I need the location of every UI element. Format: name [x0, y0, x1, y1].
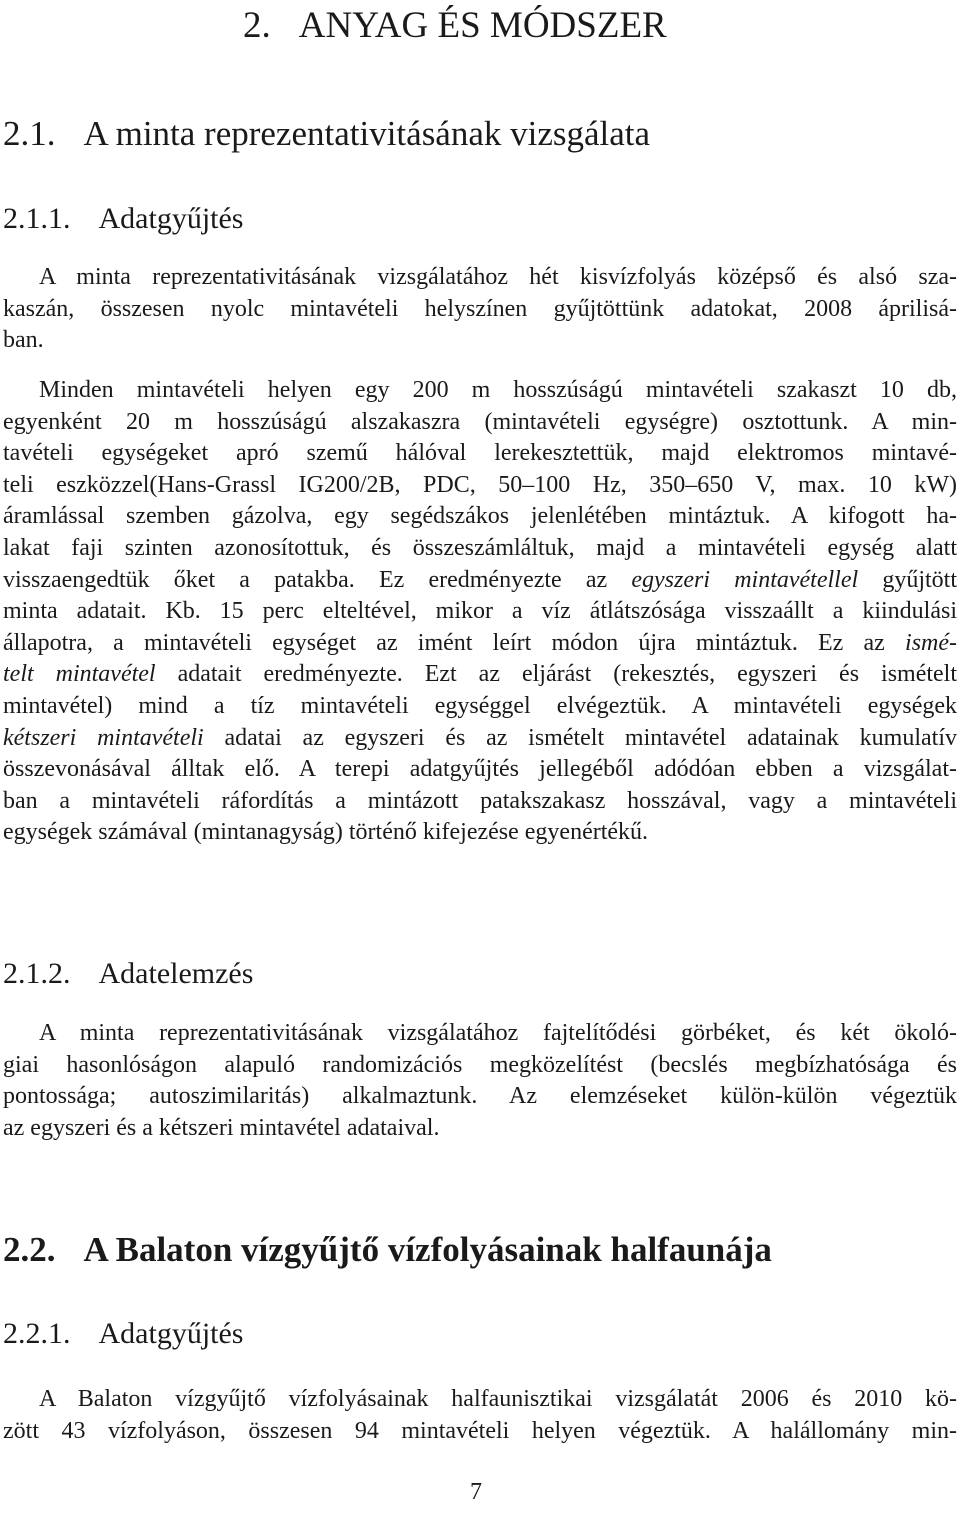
italic-term: kétszeri mintavételi — [3, 724, 204, 751]
paragraph-line — [3, 659, 957, 691]
section-title-text: A Balaton vízgyűjtő vízfolyásainak halfaunája — [83, 1230, 772, 1269]
subsection-title-2-1-1 — [3, 199, 243, 239]
section-title-2-1 — [3, 112, 650, 156]
chapter-number: 2. — [243, 5, 271, 46]
subsection-title-2-2-1 — [3, 1314, 243, 1354]
chapter-title-text: ANYAG ÉS MÓDSZER — [298, 5, 667, 46]
paragraph-line: pontossága; autoszimilaritás) alkalmaztunk. Az elemzéseket külön-külön végeztük — [3, 1083, 957, 1110]
paragraph-line: giai hasonlóságon alapuló randomizációs megközelítést (becslés megbízhatósága és — [3, 1051, 957, 1078]
paragraph-line: összevonásával álltak elő. A terepi adatgyűjtés jellegéből adódóan ebben a vizsgálat- — [3, 756, 957, 783]
subsection-title-text: Adatgyűjtés — [98, 1317, 244, 1350]
paragraph-line: tavételi egységeket apró szemű hálóval lerekesztettük, majd elektromos mintavé- — [3, 440, 957, 467]
paragraph-data-collection-intro — [3, 262, 957, 357]
paragraph-line: minta adatait. Kb. 15 perc elteltével, mikor a víz átlátszósága visszaállt a kiindulási — [3, 598, 957, 625]
paragraph-line: A minta reprezentativitásának vizsgálatához hét kisvízfolyás középső és alsó sza- — [39, 264, 957, 290]
paragraph-line: ban a mintavételi ráfordítás a mintázott patakszakasz hosszával, vagy a mintavételi — [3, 787, 957, 814]
paragraph-line: áramlással szemben gázolva, egy segédszákos jelenlétében mintáztuk. A kifogott ha- — [3, 503, 957, 530]
line-text: adatait eredményezte. Ezt az eljárást (rekesztés, egyszeri és ismételt — [177, 661, 958, 688]
subsection-title-text: Adatgyűjtés — [98, 202, 244, 235]
paragraph-line: kaszán, összesen nyolc mintavételi helyszínen gyűjtöttünk adatokat, 2008 áprilisá- — [3, 295, 957, 322]
section-title-text: A minta reprezentativitásának vizsgálata — [83, 114, 651, 153]
italic-term: ismé- — [905, 629, 958, 656]
subsection-number: 2.2.1. — [3, 1317, 71, 1350]
subsection-number: 2.1.1. — [3, 202, 71, 235]
paragraph-sampling-method — [3, 375, 957, 849]
line-text: gyűjtött — [882, 566, 958, 593]
subsection-title-text: Adatelemzés — [98, 957, 254, 990]
chapter-title — [243, 4, 667, 48]
paragraph-line: egyenként 20 m hosszúságú alszakaszra (mintavételi egységre) osztottunk. A min- — [3, 408, 957, 435]
line-text: visszaengedtük őket a patakba. Ez eredményezte az — [3, 566, 608, 593]
line-text: adatai az egyszeri és az ismételt mintavétel adatainak kumulatív — [224, 724, 957, 751]
paragraph-line: lakat faji szinten azonosítottuk, és összeszámláltuk, majd a mintavételi egység alatt — [3, 534, 957, 561]
subsection-number: 2.1.2. — [3, 957, 71, 990]
paragraph-line — [3, 628, 957, 660]
subsection-title-2-1-2 — [3, 954, 253, 994]
line-text: állapotra, a mintavételi egységet az imént leírt módon újra mintáztuk. Ez az — [3, 629, 885, 656]
paragraph-line: A minta reprezentativitásának vizsgálatához fajtelítődési görbéket, és két ökoló- — [39, 1020, 957, 1046]
paragraph-line: ban. — [3, 327, 44, 354]
paragraph-line: mintavétel) mind a tíz mintavételi egységgel elvégeztük. A mintavételi egységek — [3, 692, 957, 719]
paragraph-line — [3, 565, 957, 597]
paragraph-line: teli eszközzel(Hans-Grassl IG200/2B, PDC, 50–100 Hz, 350–650 V, max. 10 kW) — [3, 471, 957, 498]
section-number: 2.2. — [3, 1230, 56, 1269]
paragraph-line: Minden mintavételi helyen egy 200 m hosszúságú mintavételi szakaszt 10 db, — [39, 377, 957, 403]
paragraph-line: egységek számával (mintanagyság) történő kifejezése egyenértékű. — [3, 819, 649, 846]
paragraph-line — [3, 723, 957, 755]
page-number: 7 — [470, 1479, 482, 1505]
section-title-2-2 — [3, 1228, 772, 1272]
section-number: 2.1. — [3, 114, 56, 153]
paragraph-line: az egyszeri és a kétszeri mintavétel adataival. — [3, 1114, 440, 1141]
paragraph-data-analysis — [3, 1018, 957, 1144]
paragraph-balaton-data-collection — [3, 1384, 957, 1447]
paragraph-line: zött 43 vízfolyáson, összesen 94 mintavételi helyen végeztük. A halállomány min- — [3, 1417, 957, 1444]
paragraph-line: A Balaton vízgyűjtő vízfolyásainak halfaunisztikai vizsgálatát 2006 és 2010 kö- — [39, 1386, 957, 1412]
italic-term: telt mintavétel — [3, 661, 156, 688]
italic-term: egyszeri mintavétellel — [631, 566, 859, 593]
